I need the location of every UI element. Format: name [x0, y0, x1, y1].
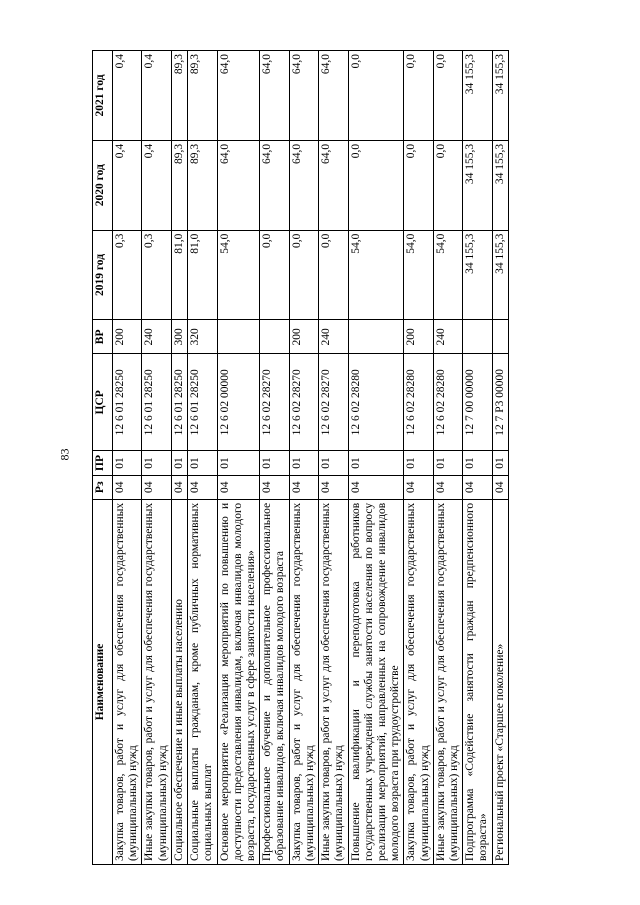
table-row	[463, 51, 492, 865]
cell-2021: 0,0	[348, 51, 404, 141]
cell-vr: 200	[113, 320, 142, 354]
cell-2021: 0,0	[433, 51, 462, 141]
cell-2020: 34 155,3	[463, 140, 492, 230]
cell-2021: 0,4	[113, 51, 142, 141]
cell-2020: 64,0	[217, 140, 260, 230]
cell-name: Социальное обеспечение и иные выплаты населению	[171, 499, 187, 864]
cell-pr: 01	[492, 451, 508, 475]
cell-csr: 12 6 02 28270	[319, 354, 348, 451]
cell-pr: 01	[289, 451, 318, 475]
cell-csr: 12 6 01 28250	[142, 354, 171, 451]
cell-vr: 240	[142, 320, 171, 354]
cell-vr	[217, 320, 260, 354]
cell-csr: 12 6 02 28270	[260, 354, 289, 451]
header-2020: 2020 год	[93, 140, 113, 230]
header-rz: Рз	[93, 475, 113, 499]
cell-csr: 12 6 02 00000	[217, 354, 260, 451]
cell-rz: 04	[260, 475, 289, 499]
cell-2019: 81,0	[188, 230, 217, 320]
cell-csr: 12 6 02 28280	[348, 354, 404, 451]
cell-name: Иные закупки товаров, работ и услуг для обеспечения государственных (муниципальных) нужд	[433, 499, 462, 864]
cell-rz: 04	[171, 475, 187, 499]
cell-2019: 34 155,3	[463, 230, 492, 320]
table-row	[492, 51, 508, 865]
cell-csr: 12 7 00 00000	[463, 354, 492, 451]
cell-2019: 0,0	[289, 230, 318, 320]
cell-pr: 01	[348, 451, 404, 475]
cell-2019: 0,0	[260, 230, 289, 320]
cell-pr: 01	[433, 451, 462, 475]
cell-rz: 04	[113, 475, 142, 499]
cell-2020: 0,0	[348, 140, 404, 230]
table-row	[188, 51, 217, 865]
cell-rz: 04	[404, 475, 433, 499]
cell-rz: 04	[142, 475, 171, 499]
cell-vr: 320	[188, 320, 217, 354]
cell-rz: 04	[319, 475, 348, 499]
cell-2020: 89,3	[171, 140, 187, 230]
cell-vr: 300	[171, 320, 187, 354]
cell-name: Основное мероприятие «Реализация мероприятий по повышению и доступности предоставления инвалидам, включая инвалидов молодого возраста, государственных услуг в сфере занятости населения»	[217, 499, 260, 864]
cell-2021: 64,0	[217, 51, 260, 141]
table-row	[319, 51, 348, 865]
table-row	[289, 51, 318, 865]
table-row	[433, 51, 462, 865]
cell-2021: 64,0	[289, 51, 318, 141]
cell-rz: 04	[289, 475, 318, 499]
header-2019: 2019 год	[93, 230, 113, 320]
cell-csr: 12 7 P3 00000	[492, 354, 508, 451]
cell-2021: 64,0	[260, 51, 289, 141]
cell-vr	[260, 320, 289, 354]
header-vr: ВР	[93, 320, 113, 354]
cell-rz: 04	[433, 475, 462, 499]
cell-2020: 0,0	[433, 140, 462, 230]
cell-vr	[348, 320, 404, 354]
rotated-table-container	[92, 50, 557, 865]
cell-rz: 04	[348, 475, 404, 499]
cell-csr: 12 6 01 28250	[113, 354, 142, 451]
cell-2019: 34 155,3	[492, 230, 508, 320]
cell-pr: 01	[142, 451, 171, 475]
cell-name: Закупка товаров, работ и услуг для обеспечения государственных (муниципальных) нужд	[113, 499, 142, 864]
table-header-row	[93, 51, 113, 865]
cell-vr: 240	[319, 320, 348, 354]
cell-2021: 34 155,3	[463, 51, 492, 141]
cell-csr: 12 6 01 28250	[171, 354, 187, 451]
cell-rz: 04	[463, 475, 492, 499]
cell-pr: 01	[404, 451, 433, 475]
cell-pr: 01	[217, 451, 260, 475]
table-row	[260, 51, 289, 865]
cell-pr: 01	[260, 451, 289, 475]
cell-csr: 12 6 01 28250	[188, 354, 217, 451]
cell-2019: 54,0	[217, 230, 260, 320]
cell-2020: 64,0	[289, 140, 318, 230]
cell-pr: 01	[188, 451, 217, 475]
cell-pr: 01	[113, 451, 142, 475]
cell-csr: 12 6 02 28280	[404, 354, 433, 451]
cell-2019: 54,0	[348, 230, 404, 320]
cell-rz: 04	[492, 475, 508, 499]
cell-2020: 89,3	[188, 140, 217, 230]
cell-pr: 01	[319, 451, 348, 475]
cell-2020: 64,0	[260, 140, 289, 230]
cell-name: Повышение квалификации и переподготовка работников государственных учреждений службы занятости населения по вопросу реализации мероприятий, направленных на сопровождение инвалидов молодого возраста при трудоустройстве	[348, 499, 404, 864]
cell-2019: 54,0	[433, 230, 462, 320]
cell-2021: 89,3	[188, 51, 217, 141]
cell-name: Профессиональное обучение и дополнительное профессиональное образование инвалидов, включая инвалидов молодого возраста	[260, 499, 289, 864]
table-row	[142, 51, 171, 865]
cell-rz: 04	[188, 475, 217, 499]
table-row	[113, 51, 142, 865]
cell-2021: 0,0	[404, 51, 433, 141]
budget-table	[92, 50, 509, 865]
cell-2019: 0,3	[142, 230, 171, 320]
cell-name: Региональный проект «Старшее поколение»	[492, 499, 508, 864]
cell-2020: 0,4	[113, 140, 142, 230]
cell-csr: 12 6 02 28270	[289, 354, 318, 451]
cell-2021: 0,4	[142, 51, 171, 141]
cell-2020: 0,4	[142, 140, 171, 230]
cell-name: Иные закупки товаров, работ и услуг для обеспечения государственных (муниципальных) нужд	[319, 499, 348, 864]
table-row	[348, 51, 404, 865]
cell-2019: 54,0	[404, 230, 433, 320]
cell-vr	[492, 320, 508, 354]
cell-2020: 34 155,3	[492, 140, 508, 230]
cell-name: Иные закупки товаров, работ и услуг для обеспечения государственных (муниципальных) нужд	[142, 499, 171, 864]
table-row	[404, 51, 433, 865]
cell-2019: 81,0	[171, 230, 187, 320]
header-2021: 2021 год	[93, 51, 113, 141]
cell-2019: 0,0	[319, 230, 348, 320]
cell-vr: 240	[433, 320, 462, 354]
cell-2019: 0,3	[113, 230, 142, 320]
cell-vr	[463, 320, 492, 354]
cell-rz: 04	[217, 475, 260, 499]
cell-csr: 12 6 02 28280	[433, 354, 462, 451]
cell-2020: 64,0	[319, 140, 348, 230]
cell-2021: 64,0	[319, 51, 348, 141]
table-row	[171, 51, 187, 865]
cell-name: Подпрограмма «Содействие занятости граждан предпенсионного возраста»	[463, 499, 492, 864]
cell-2021: 34 155,3	[492, 51, 508, 141]
cell-2021: 89,3	[171, 51, 187, 141]
header-pr: ПР	[93, 451, 113, 475]
cell-vr: 200	[289, 320, 318, 354]
header-name: Наименование	[93, 499, 113, 864]
cell-name: Закупка товаров, работ и услуг для обеспечения государственных (муниципальных) нужд	[289, 499, 318, 864]
cell-name: Социальные выплаты гражданам, кроме публичных нормативных социальных выплат	[188, 499, 217, 864]
page-number: 83	[57, 448, 72, 461]
cell-pr: 01	[171, 451, 187, 475]
cell-2020: 0,0	[404, 140, 433, 230]
table-row	[217, 51, 260, 865]
cell-pr: 01	[463, 451, 492, 475]
cell-name: Закупка товаров, работ и услуг для обеспечения государственных (муниципальных) нужд	[404, 499, 433, 864]
header-csr: ЦСР	[93, 354, 113, 451]
cell-vr: 200	[404, 320, 433, 354]
